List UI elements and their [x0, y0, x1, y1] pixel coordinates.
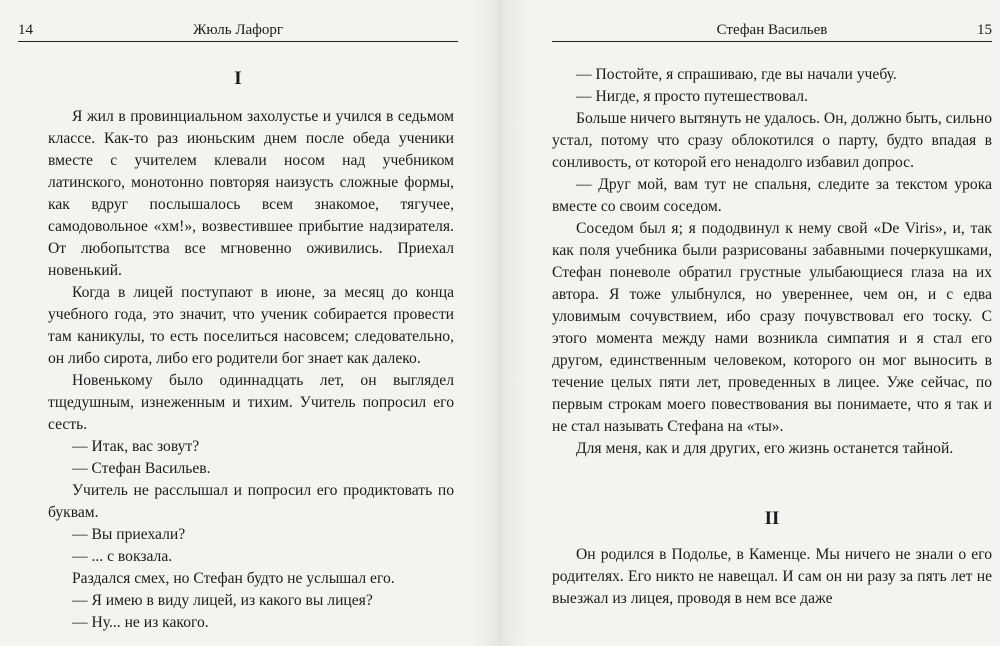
chapter-heading-2: II [764, 508, 780, 529]
dialogue-line: — Стефан Васильев. [72, 460, 211, 477]
right-page [526, 0, 1000, 646]
book-gutter [474, 0, 526, 646]
right-running-title: Стефан Васильев [716, 22, 828, 38]
dialogue-line: — Вы приехали? [72, 526, 186, 543]
dialogue-line: — Нигде, я просто путешествовал. [576, 88, 808, 105]
paragraph: Когда в лицей поступают в июне, за месяц до конца учебного года, это значит, что ученик собирается провести там каникулы, то есть поселиться насовсем; следовательно, он либо сирота, либо его родители бог знает как далеко. [48, 284, 454, 367]
paragraph: Раздался смех, но Стефан будто не услышал его. [72, 570, 395, 587]
right-page-header [552, 19, 992, 41]
dialogue-line: — Друг мой, вам тут не спальня, следите за текстом урока вместе со своим соседом. [552, 176, 992, 215]
paragraph: Соседом был я; я пододвинул к нему свой «De Viris», и, так как поля учебника были разрисованы забавными почеркушками, Стефан поневоле обратил грустные улыбающиеся глаза на их автора. Я тоже улыбнулся, но увереннее, чем он, и с едва уловимым сочувствием, ибо сразу почувствовал его тоску. С этого момента между нами возникла симпатия и я стал его другом, единственным человеком, которого он мог выносить в течение целых пяти лет, проведенных в лицее. Уже сейчас, по первым строкам моего повествования вы понимаете, что я так и не стал называть Стефана на «ты». [552, 220, 992, 435]
right-header-rule [552, 41, 992, 42]
paragraph: Для меня, как и для других, его жизнь останется тайной. [576, 440, 954, 457]
paragraph: Я жил в провинциальном захолустье и учился в седьмом классе. Как-то раз июньским днем после обеда ученики вместе с учителем клевали носом над учебником латинского, монотонно повторяя наизусть сложные формы, как вдруг послышалось всем знакомое, тягучее, самодовольное «хм!», возвестившее прибытие надзирателя. От любопытства все мгновенно оживились. Приехал новенький. [48, 108, 454, 279]
left-page-number: 14 [18, 22, 33, 38]
dialogue-line: — ... с вокзала. [72, 548, 173, 565]
left-page [0, 0, 474, 646]
dialogue-line: — Постойте, я спрашиваю, где вы начали учебу. [576, 66, 897, 83]
right-page-body [552, 64, 992, 460]
chapter-heading-1: I [234, 68, 242, 89]
left-header-rule [18, 41, 458, 42]
paragraph: Больше ничего вытянуть не удалось. Он, должно быть, сильно устал, потому что сразу облокотился о парту, будто впадая в сонливость, от которой его ненадолго избавил допрос. [552, 110, 992, 171]
dialogue-line: — Ну... не из какого. [72, 614, 209, 631]
right-page-body-continued [552, 544, 992, 610]
dialogue-line: — Итак, вас зовут? [72, 438, 200, 455]
dialogue-line: — Я имею в виду лицей, из какого вы лицея? [72, 592, 373, 609]
left-page-body [48, 106, 454, 634]
paragraph: Учитель не расслышал и попросил его продиктовать по буквам. [48, 482, 454, 521]
paragraph: Новенькому было одиннадцать лет, он выглядел тщедушным, изнеженным и тихим. Учитель попросил его сесть. [48, 372, 454, 433]
right-page-number: 15 [977, 22, 992, 38]
paragraph: Он родился в Подолье, в Каменце. Мы ничего не знали о его родителях. Его никто не навещал. И сам он ни разу за пять лет не выезжал из лицея, проводя в нем все даже [552, 546, 992, 607]
left-page-header [18, 19, 458, 41]
left-running-title: Жюль Лафорг [192, 22, 284, 38]
